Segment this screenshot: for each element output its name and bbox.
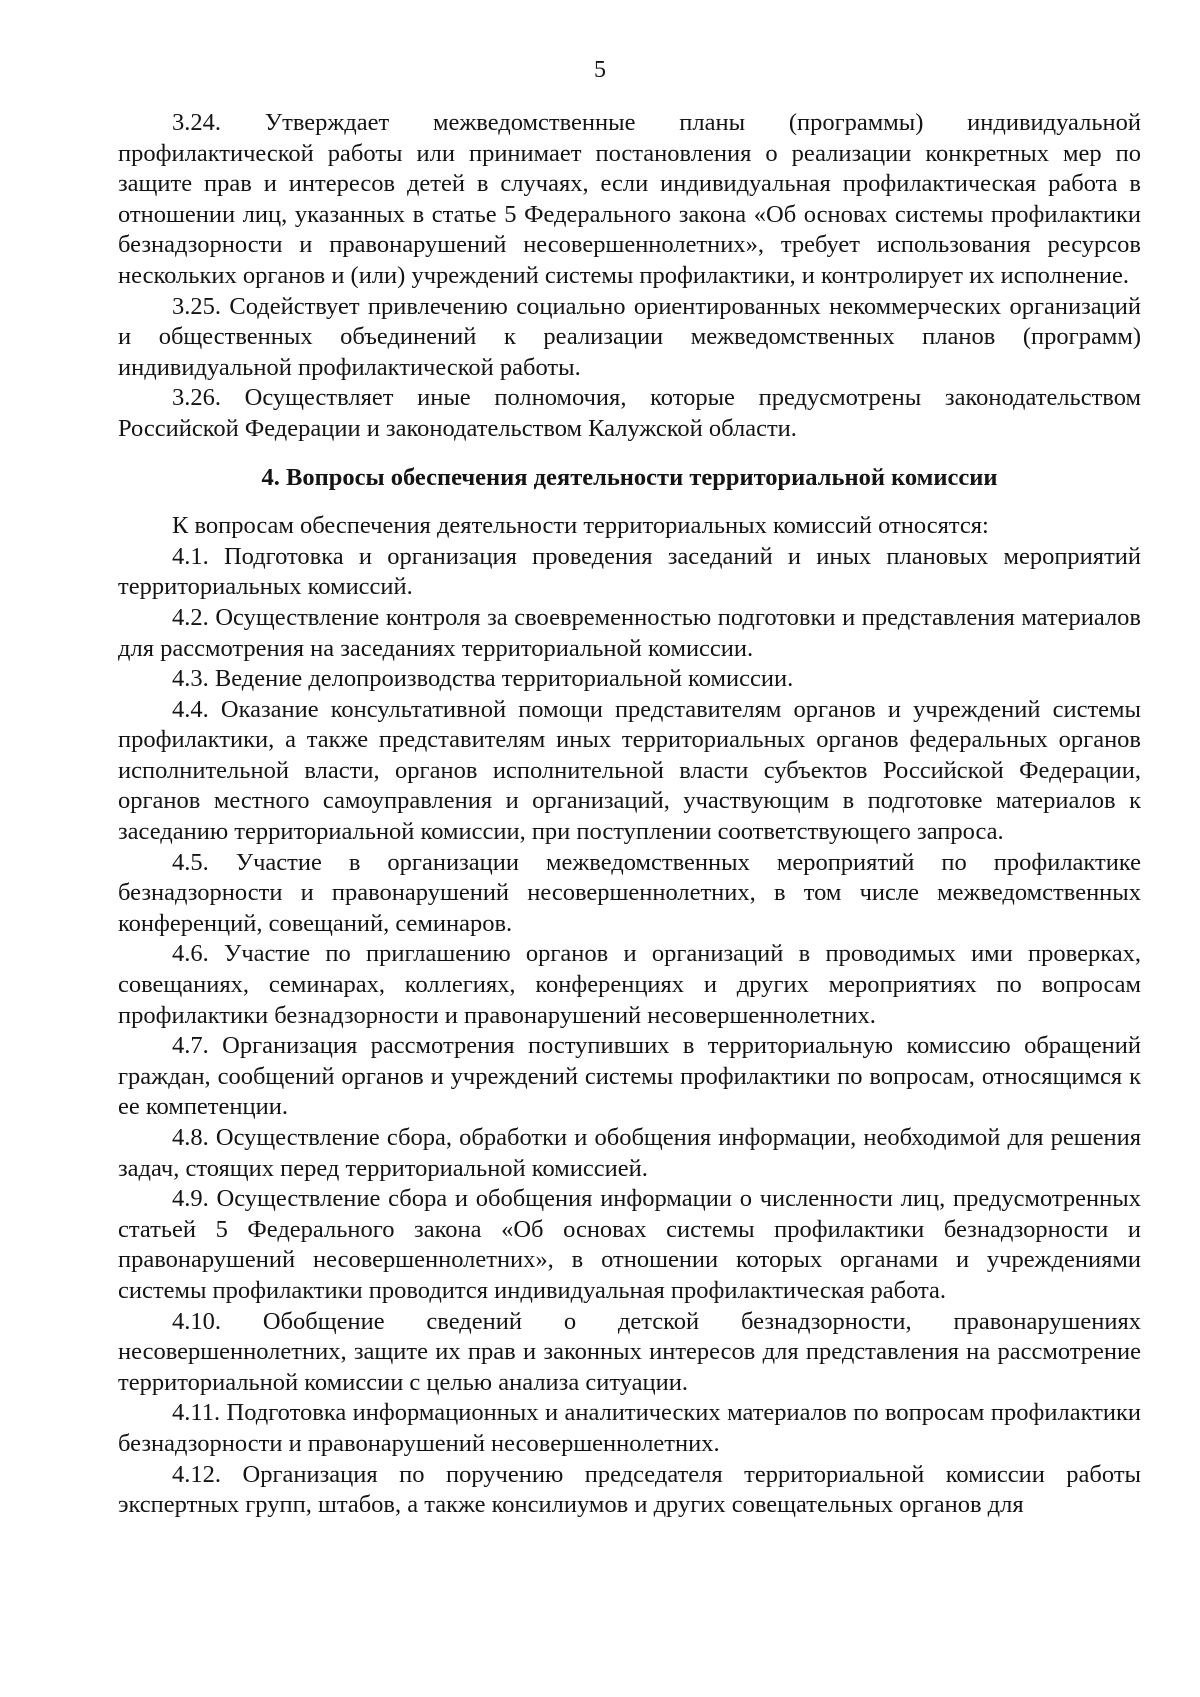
section-4-heading: 4. Вопросы обеспечения деятельности территориальной комиссии [261,463,998,491]
paragraph-4-2: 4.2. Осуществление контроля за своевременностью подготовки и представления материалов для рассмотрения на заседаниях территориальной комиссии. [118,603,1141,662]
paragraph-4-6: 4.6. Участие по приглашению органов и организаций в проводимых ими проверках, совещаниях, семинарах, коллегиях, конференциях и других мероприятиях по вопросам профилактики безнадзорности и правонарушений несовершеннолетних. [118,940,1141,1029]
paragraph-4-3: 4.3. Ведение делопроизводства территориальной комиссии. [172,665,794,693]
page-number: 5 [594,57,606,83]
paragraph-4-7: 4.7. Организация рассмотрения поступивших в территориальную комиссию обращений граждан, сообщений органов и учреждений системы профилактики по вопросам, относящимся к ее компетенции. [118,1032,1141,1121]
paragraph-4-10: 4.10. Обобщение сведений о детской безнадзорности, правонарушениях несовершеннолетних, защите их прав и законных интересов для представления на рассмотрение территориальной комиссии с целью анализа ситуации. [118,1307,1141,1396]
paragraph-3-24: 3.24. Утверждает межведомственные планы (программы) индивидуальной профилактической работы или принимает постановления о реализации конкретных мер по защите прав и интересов детей в случаях, если индивидуальная профилактическая работа в отношении лиц, указанных в статье 5 Федерального закона «Об основах системы профилактики безнадзорности и правонарушений несовершеннолетних», требует использования ресурсов нескольких органов и (или) учреждений системы профилактики, и контролирует их исполнение. [118,109,1141,289]
paragraph-4-1: 4.1. Подготовка и организация проведения заседаний и иных плановых мероприятий территориальных комиссий. [118,542,1141,601]
paragraph-3-26: 3.26. Осуществляет иные полномочия, которые предусмотрены законодательством Российской Федерации и законодательством Калужской области. [118,384,1141,442]
paragraph-4-11: 4.11. Подготовка информационных и аналитических материалов по вопросам профилактики безнадзорности и правонарушений несовершеннолетних. [118,1399,1141,1457]
paragraph-4-12: 4.12. Организация по поручению председателя территориальной комиссии работы экспертных групп, штабов, а также консилиумов и других совещательных органов для [118,1460,1141,1519]
document-body [118,108,1141,1521]
paragraph-4-4: 4.4. Оказание консультативной помощи представителям органов и учреждений системы профилактики, а также представителям иных территориальных органов федеральных органов исполнительной власти, органов исполнительной власти субъектов Российской Федерации, органов местного самоуправления и организаций, участвующим в подготовке материалов к заседанию территориальной комиссии, при поступлении соответствующего запроса. [118,695,1141,846]
paragraph-4-5: 4.5. Участие в организации межведомственных мероприятий по профилактике безнадзорности и правонарушений несовершеннолетних, в том числе межведомственных конференций, совещаний, семинаров. [118,848,1141,937]
paragraph-4-9: 4.9. Осуществление сбора и обобщения информации о численности лиц, предусмотренных статьей 5 Федерального закона «Об основах системы профилактики безнадзорности и правонарушений несовершеннолетних», в отношении которых органами и учреждениями системы профилактики проводится индивидуальная профилактическая работа. [118,1185,1141,1304]
paragraph-4-8: 4.8. Осуществление сбора, обработки и обобщения информации, необходимой для решения задач, стоящих перед территориальной комиссией. [118,1124,1141,1182]
section-4-intro: К вопросам обеспечения деятельности территориальных комиссий относятся: [172,512,989,540]
paragraph-3-25: 3.25. Содействует привлечению социально ориентированных некоммерческих организаций и общественных объединений к реализации межведомственных планов (программ) индивидуальной профилактической работы. [118,292,1141,381]
